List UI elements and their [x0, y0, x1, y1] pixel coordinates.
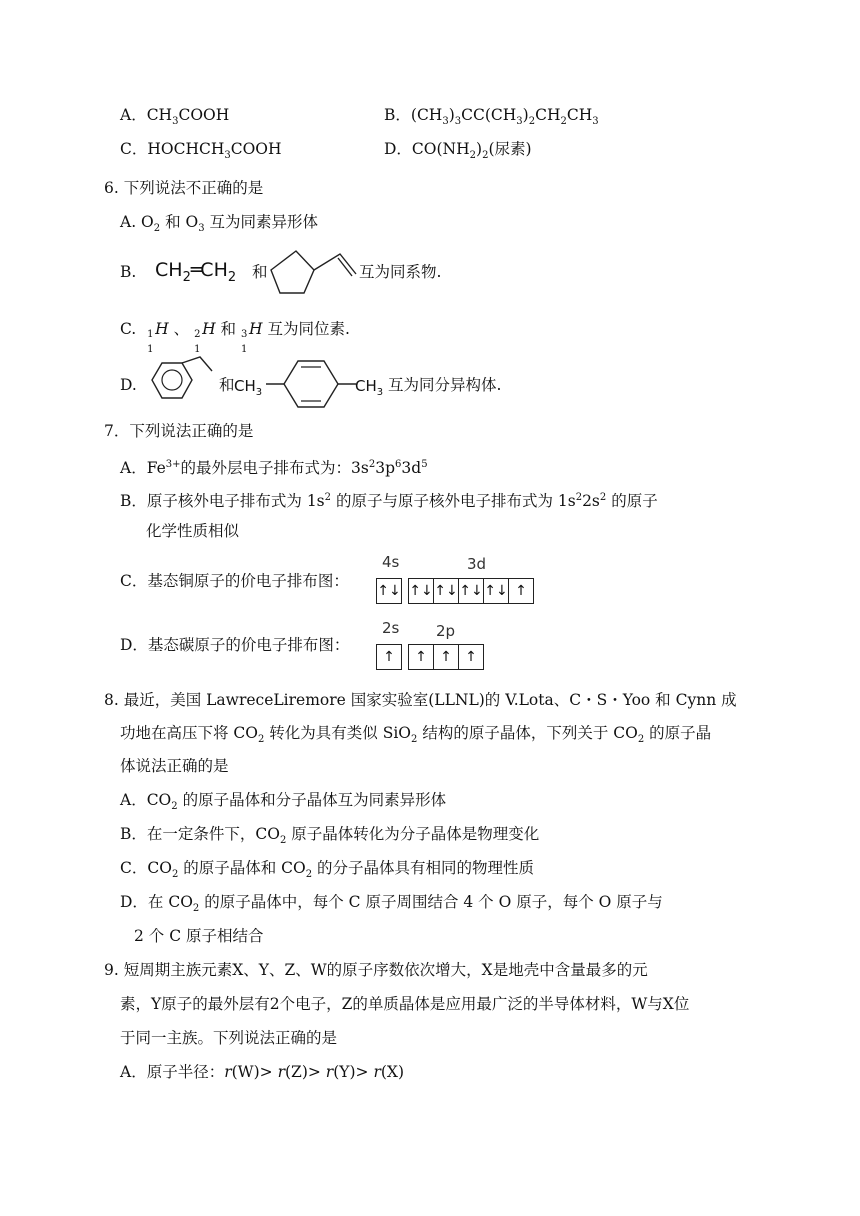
- q6-option-d-label: D.: [120, 376, 137, 394]
- q5-option-d: D．$CO(NH_2)_2$(尿素): [384, 140, 532, 162]
- q7-stem: 7．下列说法正确的是: [104, 422, 254, 440]
- orbital-box: ↑↓: [408, 578, 434, 604]
- cu-3d-label: 3d: [467, 555, 487, 573]
- q6-option-d-tail: 互为同分异构体.: [388, 376, 502, 394]
- q7-option-c: C．基态铜原子的价电子排布图：: [120, 572, 349, 590]
- cyclopentane-ring: [271, 251, 314, 293]
- c-orbital-diagram: [376, 644, 483, 670]
- ethyl-chain: [182, 357, 212, 371]
- q8-stem-line1: 8. 最近，美国 LawreceLiremore 国家实验室(LLNL)的 V.Lota、C・S・Yoo 和 Cynn 成: [104, 691, 737, 709]
- q8-option-d: D．在 $CO_2$ 的原子晶体中，每个 C 原子周围结合 4 个 O 原子，每个 O 原子与: [120, 893, 663, 915]
- q6-option-a: A. $O_2$ 和 $O_3$ 互为同素异形体: [120, 213, 319, 235]
- q9-stem-line3: 于同一主族。下列说法正确的是: [120, 1029, 338, 1047]
- q6-ethene-formula: $CH_2═CH_2$: [155, 259, 237, 285]
- q8-option-b: B．在一定条件下，$CO_2$ 原子晶体转化为分子晶体是物理变化: [120, 825, 540, 847]
- q5-option-c: C．$HOCHCH_3COOH$: [120, 140, 282, 162]
- q7-option-d: D．基态碳原子的价电子排布图：: [120, 636, 350, 654]
- q8-stem-line2: 功地在高压下将 $CO_2$ 转化为具有类似 SiO$_2$ 结构的原子晶体，下列关于 $CO_2$ 的原子晶: [120, 724, 712, 746]
- orbital-box: ↑↓: [483, 578, 509, 604]
- aromatic-circle: [162, 370, 182, 390]
- q9-stem-line2: 素，Y原子的最外层有2个电子，Z的单质晶体是应用最广泛的半导体材料，W与X位: [120, 995, 690, 1013]
- orbital-box: ↑↓: [458, 578, 484, 604]
- ethylbenzene-structure: [142, 352, 218, 410]
- orbital-box: ↑: [458, 644, 484, 670]
- q7-option-a: A．$Fe^{3+}$的最外层电子排布式为：$3s^23p^63d^5$: [120, 459, 428, 478]
- q8-stem-line3: 体说法正确的是: [120, 757, 229, 775]
- c-2p-label: 2p: [436, 622, 456, 640]
- q6-option-b-and: 和: [252, 263, 268, 281]
- cu-orbital-diagram: [376, 578, 533, 604]
- q6-option-d-and: 和: [219, 376, 235, 394]
- q6-option-b-label: B.: [120, 263, 137, 281]
- q7-option-b: B．原子核外电子排布式为 $1s^2$ 的原子与原子核外电子排布式为 $1s^22s^2$ 的原子: [120, 492, 658, 511]
- orbital-box: ↑: [408, 644, 434, 670]
- orbital-box: ↑: [376, 644, 402, 670]
- vinyl-bond: [314, 254, 356, 274]
- orbital-box: ↑↓: [376, 578, 402, 604]
- q8-option-a: A．$CO_2$ 的原子晶体和分子晶体互为同素异形体: [120, 791, 447, 813]
- q9-stem-line1: 9. 短周期主族元素X、Y、Z、W的原子序数依次增大，X是地壳中含量最多的元: [104, 961, 648, 979]
- q5-option-b: B．$(CH_3)_3CC(CH_3)_2CH_2CH_3$: [384, 106, 599, 128]
- q6-option-c: C. 1 1 H 、 2 1 H 和 3 1 H 互为同位素.: [120, 320, 350, 355]
- cu-4s-label: 4s: [382, 553, 400, 571]
- p-xylene-ring-structure: [266, 358, 356, 410]
- q6-option-b-tail: 互为同系物.: [359, 263, 442, 281]
- q6-methyl-right: $CH_3$: [355, 377, 384, 398]
- orbital-box: ↑: [433, 644, 459, 670]
- q8-option-d-cont: 2 个 C 原子相结合: [134, 927, 264, 945]
- q8-option-c: C．$CO_2$ 的原子晶体和 $CO_2$ 的分子晶体具有相同的物理性质: [120, 859, 535, 881]
- q7-option-b-cont: 化学性质相似: [146, 522, 240, 540]
- vinylcyclopentane-structure: [266, 244, 358, 296]
- q6-stem: 6. 下列说法不正确的是: [104, 179, 264, 197]
- benzene-ring: [152, 363, 192, 398]
- benzene-ring: [284, 361, 338, 407]
- orbital-box: ↑: [508, 578, 534, 604]
- q5-option-a: A．$CH_3COOH$: [120, 106, 230, 128]
- q6-methyl-left: $CH_3$: [234, 377, 263, 398]
- q9-option-a: A．原子半径：r(W)> r(Z)> r(Y)> r(X): [120, 1063, 405, 1081]
- c-2s-label: 2s: [382, 619, 400, 637]
- orbital-box: ↑↓: [433, 578, 459, 604]
